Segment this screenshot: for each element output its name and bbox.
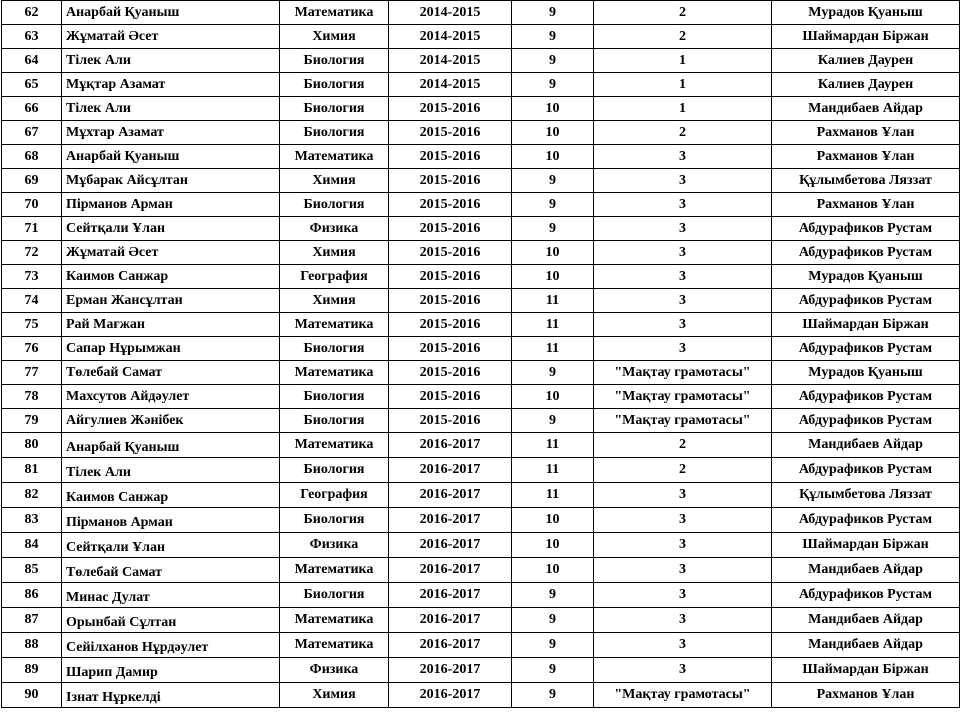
student-name-cell: Каимов Санжар (62, 265, 280, 289)
row-number-cell: 73 (2, 265, 62, 289)
table-body (2, 1, 960, 708)
table-row (2, 458, 960, 483)
academic-year-cell: 2014-2015 (389, 1, 512, 25)
student-name-cell: Сейтқали Ұлан (62, 533, 280, 558)
table-row (2, 533, 960, 558)
teacher-cell: Абдурафиков Рустам (772, 409, 960, 433)
student-name-cell: Каимов Санжар (62, 483, 280, 508)
row-number-cell: 72 (2, 241, 62, 265)
academic-year-cell: 2016-2017 (389, 658, 512, 683)
table-row (2, 433, 960, 458)
academic-year-cell: 2016-2017 (389, 558, 512, 583)
academic-year-cell: 2014-2015 (389, 25, 512, 49)
subject-cell: Химия (280, 683, 389, 708)
subject-cell: Математика (280, 1, 389, 25)
subject-cell: Биология (280, 508, 389, 533)
table-row (2, 49, 960, 73)
student-name-cell: Мұбарак Айсұлтан (62, 169, 280, 193)
teacher-cell: Құлымбетова Ляззат (772, 483, 960, 508)
place-cell: 3 (594, 265, 772, 289)
place-cell: 3 (594, 193, 772, 217)
grade-cell: 10 (512, 145, 594, 169)
table-row (2, 683, 960, 708)
place-cell: 3 (594, 533, 772, 558)
place-cell: 3 (594, 337, 772, 361)
subject-cell: Физика (280, 217, 389, 241)
student-name-cell: Шарип Дамир (62, 658, 280, 683)
place-cell: 3 (594, 169, 772, 193)
academic-year-cell: 2015-2016 (389, 337, 512, 361)
row-number-cell: 89 (2, 658, 62, 683)
teacher-cell: Рахманов Ұлан (772, 121, 960, 145)
place-cell: 3 (594, 217, 772, 241)
teacher-cell: Абдурафиков Рустам (772, 241, 960, 265)
place-cell: 2 (594, 458, 772, 483)
academic-year-cell: 2015-2016 (389, 241, 512, 265)
teacher-cell: Абдурафиков Рустам (772, 217, 960, 241)
student-name-cell: Пірманов Арман (62, 193, 280, 217)
student-name-cell: Анарбай Қуаныш (62, 145, 280, 169)
table-row (2, 1, 960, 25)
academic-year-cell: 2016-2017 (389, 683, 512, 708)
teacher-cell: Абдурафиков Рустам (772, 337, 960, 361)
subject-cell: Математика (280, 361, 389, 385)
place-cell: 3 (594, 633, 772, 658)
row-number-cell: 88 (2, 633, 62, 658)
place-cell: 3 (594, 608, 772, 633)
teacher-cell: Мандибаев Айдар (772, 633, 960, 658)
table-row (2, 583, 960, 608)
teacher-cell: Рахманов Ұлан (772, 145, 960, 169)
grade-cell: 11 (512, 458, 594, 483)
row-number-cell: 82 (2, 483, 62, 508)
student-name-cell: Төлебай Самат (62, 558, 280, 583)
place-cell: "Мақтау грамотасы" (594, 409, 772, 433)
teacher-cell: Шаймардан Біржан (772, 533, 960, 558)
row-number-cell: 77 (2, 361, 62, 385)
subject-cell: Биология (280, 121, 389, 145)
grade-cell: 9 (512, 658, 594, 683)
table-row (2, 97, 960, 121)
grade-cell: 10 (512, 121, 594, 145)
grade-cell: 11 (512, 289, 594, 313)
academic-year-cell: 2016-2017 (389, 483, 512, 508)
subject-cell: Математика (280, 145, 389, 169)
grade-cell: 11 (512, 337, 594, 361)
academic-year-cell: 2015-2016 (389, 121, 512, 145)
teacher-cell: Мурадов Қуаныш (772, 265, 960, 289)
student-name-cell: Минас Дулат (62, 583, 280, 608)
academic-year-cell: 2015-2016 (389, 361, 512, 385)
subject-cell: Биология (280, 193, 389, 217)
academic-year-cell: 2016-2017 (389, 458, 512, 483)
place-cell: "Мақтау грамотасы" (594, 385, 772, 409)
grade-cell: 9 (512, 73, 594, 97)
teacher-cell: Құлымбетова Ляззат (772, 169, 960, 193)
place-cell: 3 (594, 583, 772, 608)
table-row (2, 608, 960, 633)
row-number-cell: 79 (2, 409, 62, 433)
academic-year-cell: 2016-2017 (389, 433, 512, 458)
academic-year-cell: 2015-2016 (389, 193, 512, 217)
academic-year-cell: 2014-2015 (389, 49, 512, 73)
row-number-cell: 69 (2, 169, 62, 193)
row-number-cell: 74 (2, 289, 62, 313)
academic-year-cell: 2014-2015 (389, 73, 512, 97)
student-name-cell: Пірманов Арман (62, 508, 280, 533)
place-cell: 1 (594, 97, 772, 121)
table-row (2, 483, 960, 508)
academic-year-cell: 2015-2016 (389, 409, 512, 433)
academic-year-cell: 2015-2016 (389, 313, 512, 337)
table-row (2, 217, 960, 241)
subject-cell: Математика (280, 633, 389, 658)
row-number-cell: 67 (2, 121, 62, 145)
row-number-cell: 81 (2, 458, 62, 483)
teacher-cell: Абдурафиков Рустам (772, 583, 960, 608)
grade-cell: 10 (512, 265, 594, 289)
row-number-cell: 84 (2, 533, 62, 558)
subject-cell: Химия (280, 169, 389, 193)
subject-cell: Биология (280, 409, 389, 433)
academic-year-cell: 2016-2017 (389, 533, 512, 558)
academic-year-cell: 2015-2016 (389, 385, 512, 409)
subject-cell: Биология (280, 337, 389, 361)
grade-cell: 9 (512, 217, 594, 241)
teacher-cell: Абдурафиков Рустам (772, 289, 960, 313)
teacher-cell: Шаймардан Біржан (772, 25, 960, 49)
student-name-cell: Махсутов Айдәулет (62, 385, 280, 409)
place-cell: 3 (594, 658, 772, 683)
table-row (2, 385, 960, 409)
grade-cell: 9 (512, 608, 594, 633)
grade-cell: 9 (512, 1, 594, 25)
row-number-cell: 85 (2, 558, 62, 583)
grade-cell: 9 (512, 633, 594, 658)
student-name-cell: Сейілханов Нұрдәулет (62, 633, 280, 658)
row-number-cell: 80 (2, 433, 62, 458)
place-cell: 1 (594, 73, 772, 97)
subject-cell: Химия (280, 289, 389, 313)
table-row (2, 25, 960, 49)
teacher-cell: Рахманов Ұлан (772, 683, 960, 708)
academic-year-cell: 2015-2016 (389, 97, 512, 121)
teacher-cell: Мандибаев Айдар (772, 608, 960, 633)
teacher-cell: Абдурафиков Рустам (772, 385, 960, 409)
academic-year-cell: 2016-2017 (389, 583, 512, 608)
place-cell: 3 (594, 483, 772, 508)
row-number-cell: 90 (2, 683, 62, 708)
student-name-cell: Анарбай Қуаныш (62, 1, 280, 25)
student-name-cell: Рай Мағжан (62, 313, 280, 337)
subject-cell: География (280, 265, 389, 289)
student-name-cell: Тілек Али (62, 458, 280, 483)
academic-year-cell: 2015-2016 (389, 145, 512, 169)
grade-cell: 10 (512, 385, 594, 409)
table-row (2, 313, 960, 337)
row-number-cell: 64 (2, 49, 62, 73)
table-row (2, 337, 960, 361)
subject-cell: Математика (280, 608, 389, 633)
teacher-cell: Рахманов Ұлан (772, 193, 960, 217)
row-number-cell: 87 (2, 608, 62, 633)
academic-year-cell: 2015-2016 (389, 265, 512, 289)
subject-cell: Химия (280, 25, 389, 49)
place-cell: "Мақтау грамотасы" (594, 361, 772, 385)
student-name-cell: Төлебай Самат (62, 361, 280, 385)
table-row (2, 265, 960, 289)
row-number-cell: 66 (2, 97, 62, 121)
row-number-cell: 63 (2, 25, 62, 49)
table-row (2, 658, 960, 683)
subject-cell: Физика (280, 533, 389, 558)
subject-cell: Биология (280, 458, 389, 483)
grade-cell: 10 (512, 533, 594, 558)
student-name-cell: Мұхтар Азамат (62, 121, 280, 145)
academic-year-cell: 2015-2016 (389, 169, 512, 193)
student-name-cell: Ерман Жансұлтан (62, 289, 280, 313)
grade-cell: 9 (512, 683, 594, 708)
subject-cell: Биология (280, 73, 389, 97)
grade-cell: 9 (512, 25, 594, 49)
subject-cell: Математика (280, 313, 389, 337)
student-name-cell: Орынбай Сұлтан (62, 608, 280, 633)
subject-cell: Математика (280, 558, 389, 583)
place-cell: 3 (594, 289, 772, 313)
student-name-cell: Ізнат Нұркелді (62, 683, 280, 708)
table-row (2, 73, 960, 97)
place-cell: 2 (594, 121, 772, 145)
student-name-cell: Жұматай Әсет (62, 241, 280, 265)
table-row (2, 409, 960, 433)
row-number-cell: 75 (2, 313, 62, 337)
teacher-cell: Мурадов Қуаныш (772, 361, 960, 385)
grade-cell: 9 (512, 193, 594, 217)
row-number-cell: 70 (2, 193, 62, 217)
subject-cell: Химия (280, 241, 389, 265)
teacher-cell: Мандибаев Айдар (772, 433, 960, 458)
place-cell: 3 (594, 313, 772, 337)
academic-year-cell: 2015-2016 (389, 217, 512, 241)
teacher-cell: Калиев Даурен (772, 49, 960, 73)
teacher-cell: Абдурафиков Рустам (772, 458, 960, 483)
row-number-cell: 86 (2, 583, 62, 608)
place-cell: 3 (594, 145, 772, 169)
row-number-cell: 83 (2, 508, 62, 533)
row-number-cell: 71 (2, 217, 62, 241)
row-number-cell: 78 (2, 385, 62, 409)
table-row (2, 361, 960, 385)
place-cell: "Мақтау грамотасы" (594, 683, 772, 708)
grade-cell: 11 (512, 483, 594, 508)
table-row (2, 558, 960, 583)
teacher-cell: Шаймардан Біржан (772, 313, 960, 337)
table-row (2, 145, 960, 169)
place-cell: 3 (594, 241, 772, 265)
grade-cell: 10 (512, 97, 594, 121)
subject-cell: Биология (280, 49, 389, 73)
subject-cell: Биология (280, 583, 389, 608)
grade-cell: 10 (512, 558, 594, 583)
table-row (2, 193, 960, 217)
grade-cell: 10 (512, 241, 594, 265)
teacher-cell: Мандибаев Айдар (772, 558, 960, 583)
subject-cell: Физика (280, 658, 389, 683)
academic-year-cell: 2016-2017 (389, 508, 512, 533)
grade-cell: 9 (512, 409, 594, 433)
student-name-cell: Тілек Али (62, 49, 280, 73)
results-table (1, 0, 960, 708)
grade-cell: 9 (512, 169, 594, 193)
grade-cell: 10 (512, 508, 594, 533)
row-number-cell: 68 (2, 145, 62, 169)
table-row (2, 169, 960, 193)
student-name-cell: Мұқтар Азамат (62, 73, 280, 97)
table-row (2, 121, 960, 145)
student-name-cell: Сапар Нұрымжан (62, 337, 280, 361)
table-row (2, 289, 960, 313)
place-cell: 1 (594, 49, 772, 73)
place-cell: 2 (594, 433, 772, 458)
grade-cell: 11 (512, 433, 594, 458)
academic-year-cell: 2016-2017 (389, 608, 512, 633)
table-row (2, 508, 960, 533)
student-name-cell: Жұматай Әсет (62, 25, 280, 49)
table-row (2, 633, 960, 658)
subject-cell: Математика (280, 433, 389, 458)
table-row (2, 241, 960, 265)
student-name-cell: Анарбай Қуаныш (62, 433, 280, 458)
teacher-cell: Шаймардан Біржан (772, 658, 960, 683)
place-cell: 2 (594, 25, 772, 49)
teacher-cell: Калиев Даурен (772, 73, 960, 97)
subject-cell: География (280, 483, 389, 508)
teacher-cell: Абдурафиков Рустам (772, 508, 960, 533)
academic-year-cell: 2016-2017 (389, 633, 512, 658)
grade-cell: 9 (512, 49, 594, 73)
row-number-cell: 62 (2, 1, 62, 25)
place-cell: 2 (594, 1, 772, 25)
subject-cell: Биология (280, 97, 389, 121)
place-cell: 3 (594, 558, 772, 583)
place-cell: 3 (594, 508, 772, 533)
teacher-cell: Мурадов Қуаныш (772, 1, 960, 25)
grade-cell: 9 (512, 361, 594, 385)
grade-cell: 11 (512, 313, 594, 337)
subject-cell: Биология (280, 385, 389, 409)
student-name-cell: Тілек Али (62, 97, 280, 121)
student-name-cell: Сейтқали Ұлан (62, 217, 280, 241)
row-number-cell: 65 (2, 73, 62, 97)
academic-year-cell: 2015-2016 (389, 289, 512, 313)
row-number-cell: 76 (2, 337, 62, 361)
teacher-cell: Мандибаев Айдар (772, 97, 960, 121)
grade-cell: 9 (512, 583, 594, 608)
student-name-cell: Айгулиев Жәнібек (62, 409, 280, 433)
